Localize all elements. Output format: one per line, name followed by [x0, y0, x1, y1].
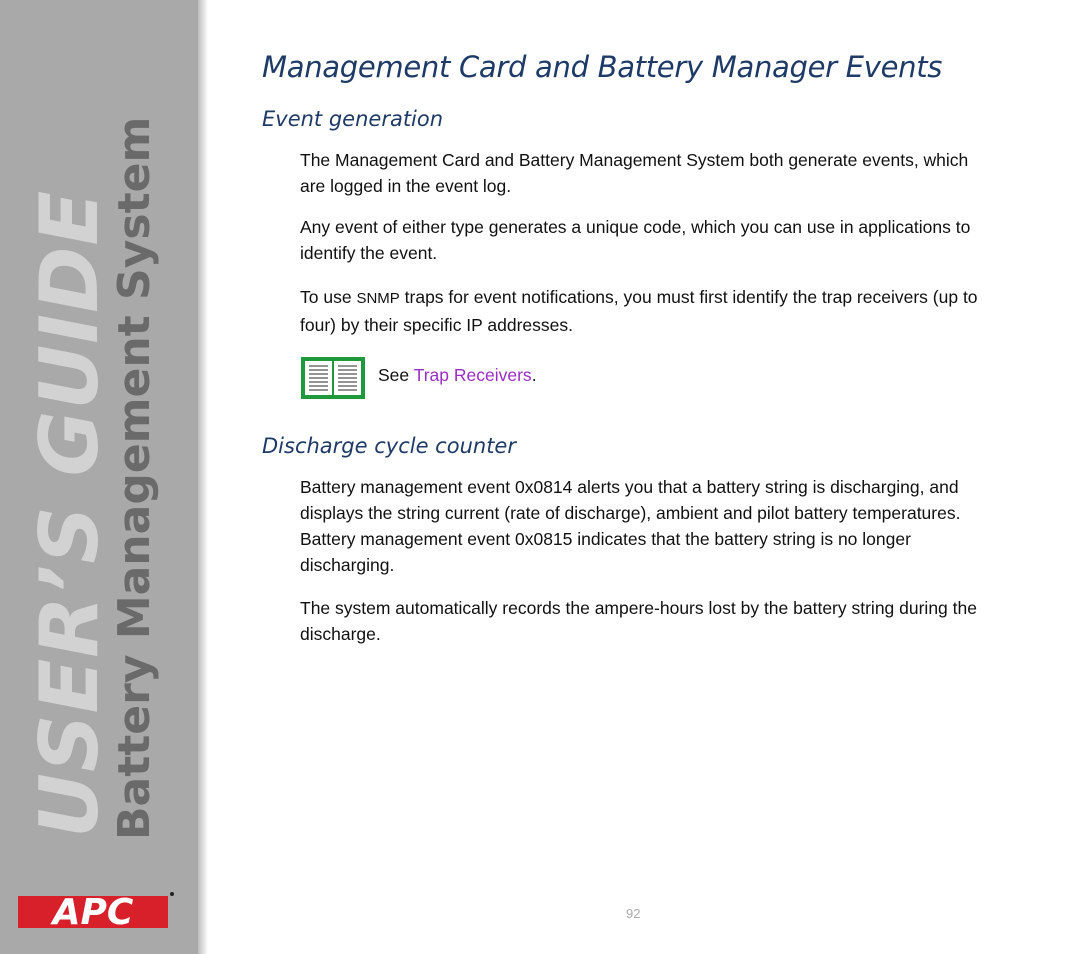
- paragraph: Any event of either type generates a unique code, which you can use in applications to identify the event.: [300, 217, 971, 263]
- sidebar: [0, 0, 198, 954]
- logo-text: APC: [52, 892, 134, 932]
- product-title: Battery Management System: [109, 116, 160, 840]
- section-heading-event-generation: Event generation: [262, 107, 444, 131]
- sidebar-shadow: [198, 0, 208, 954]
- see-text: [378, 365, 537, 386]
- see-suffix: .: [531, 365, 537, 385]
- paragraph: The Management Card and Battery Management System both generate events, which are logged in the event log.: [300, 150, 969, 196]
- section-heading-discharge-cycle-counter: Discharge cycle counter: [262, 434, 516, 458]
- see-prefix: See: [378, 365, 414, 385]
- book-icon: [300, 356, 366, 400]
- apc-logo: [18, 886, 178, 932]
- paragraph-text: traps for event notifications, you must first identify the trap receivers (up to four) by their specific IP addresses.: [300, 287, 978, 335]
- trap-receivers-link[interactable]: Trap Receivers: [413, 365, 532, 385]
- users-guide-title: USER’S GUIDE: [23, 189, 116, 838]
- paragraph: Battery management event 0x0814 alerts you that a battery string is discharging, and displays the string current (rate of discharge), ambient and pilot battery temperatures. Battery management event 0x0815 indicates that the battery string is no longer discharging.: [300, 477, 961, 575]
- page-number: 92: [626, 906, 641, 921]
- paragraph: The system automatically records the ampere-hours lost by the battery string during the discharge.: [300, 598, 977, 644]
- paragraph: [300, 284, 990, 338]
- paragraph-text: To use: [300, 287, 357, 307]
- page-title: Management Card and Battery Manager Events: [262, 50, 943, 84]
- snmp-term: SNMP: [356, 290, 400, 307]
